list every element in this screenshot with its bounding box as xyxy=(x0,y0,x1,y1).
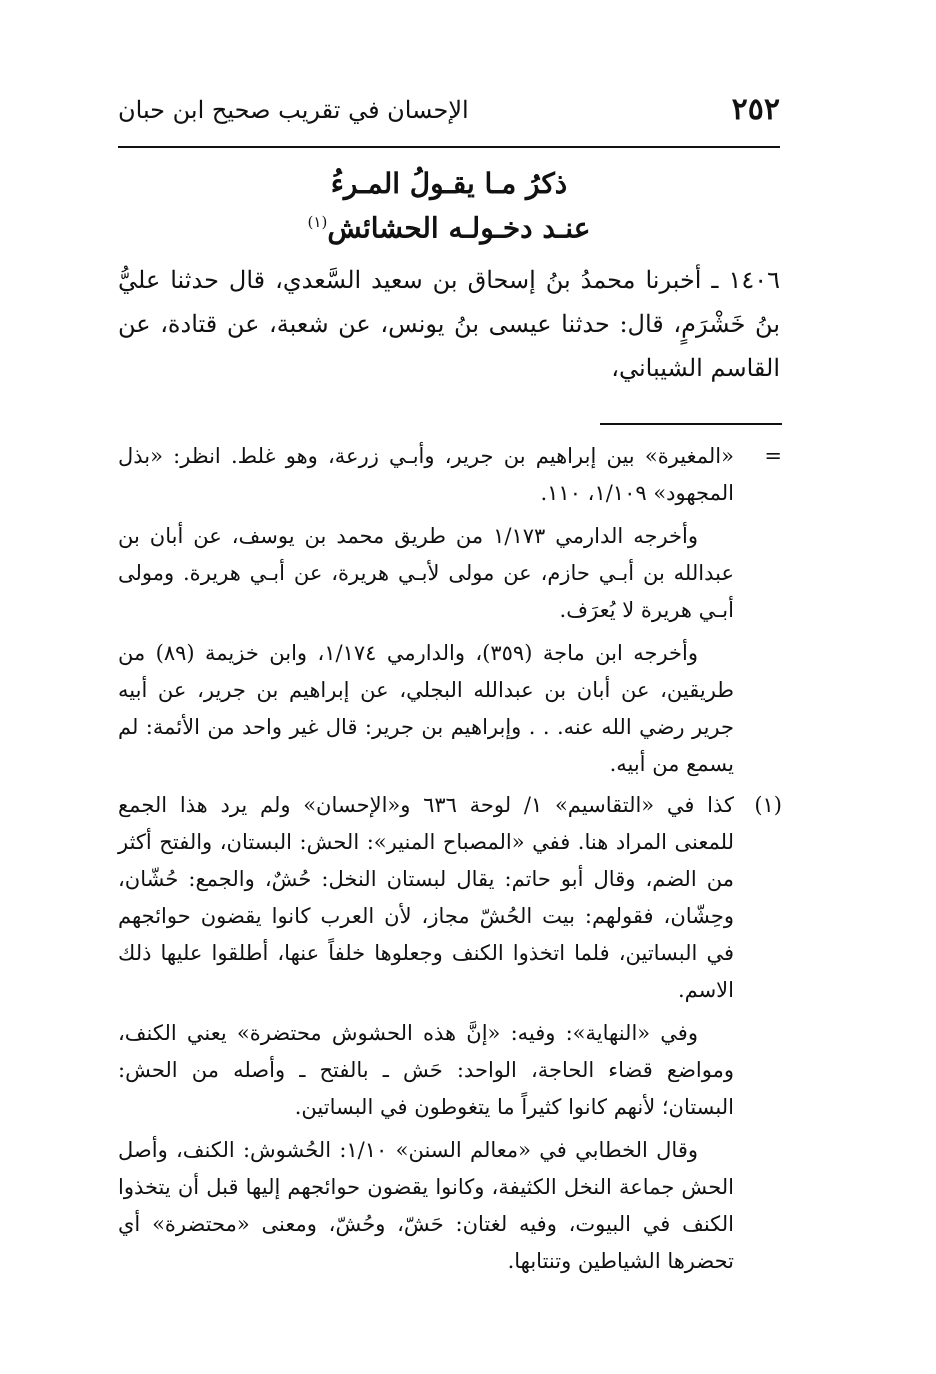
footnote-continued-marker: = xyxy=(764,444,782,468)
footnote-continued xyxy=(118,438,782,783)
section-title-line2-text: عنـد دخـولـه الحشائش xyxy=(327,211,591,245)
footnote-paragraph: كذا في «التقاسيم» ١/ لوحة ٦٣٦ و«الإحسان» ولم يرد هذا الجمع للمعنى المراد هنا. ففي «المصباح المنير»: الحش: البستان، والفتح أكثر من الضم، وقال أبو حاتم: يقال لبستان النخل: حُشٌ، والجمع: حُشّان، وحِشّان، فقولهم: بيت الحُشّ مجاز، لأن العرب كانوا يقضون حوائجهم في البساتين، فلما اتخذوا الكنف وجعلوها خلفاً عنها، أطلقوا عليها ذلك الاسم. xyxy=(118,793,734,1002)
footnote-paragraph: وأخرجه ابن ماجة (٣٥٩)، والدارمي ١/١٧٤، وابن خزيمة (٨٩) من طريقين، عن أبان بن عبدالله البجلي، عن إبراهيم بن جرير، عن أبيه جرير رضي الله عنه. . . وإبراهيم بن جرير: قال غير واحد من الأئمة: لم يسمع من أبيه. xyxy=(118,641,734,776)
footnote-paragraph: وأخرجه الدارمي ١/١٧٣ من طريق محمد بن يوسف، عن أبان بن عبدالله بن أبـي حازم، عن مولى لأبـي هريرة، عن أبـي هريرة. ومولى أبـي هريرة لا يُعرَف. xyxy=(118,524,734,622)
book-title: الإحسان في تقريب صحيح ابن حبان xyxy=(118,96,469,124)
footnotes-area xyxy=(118,438,782,1280)
footnote-paragraph: وفي «النهاية»: وفيه: «إنَّ هذه الحشوش محتضرة» يعني الكنف، ومواضع قضاء الحاجة، الواحد: حَش ـ بالفتح ـ وأصله من الحش: البستان؛ لأنهم كانوا كثيراً ما يتغوطون في البساتين. xyxy=(118,1021,734,1119)
title-footnote-ref: (١) xyxy=(307,213,328,231)
section-title-line2 xyxy=(118,204,780,246)
page-number: ٢٥٢ xyxy=(731,92,780,127)
running-header xyxy=(118,88,780,132)
footnote-1-marker: (١) xyxy=(754,793,782,817)
footnote-separator xyxy=(600,423,782,425)
footnote-1 xyxy=(118,787,782,1280)
header-rule xyxy=(118,146,780,148)
section-title-line1: ذكرُ مـا يقـولُ المـرءُ xyxy=(330,167,568,200)
hadith-text: ١٤٠٦ ـ أخبرنا محمدُ بنُ إسحاق بن سعيد السَّعدي، قال حدثنا عليُّ بنُ خَشْرَمٍ، قال: حدثنا عيسى بنُ يونس، عن شعبة، عن قتادة، عن القاسم الشيباني، xyxy=(118,266,780,382)
footnote-paragraph: وقال الخطابي في «معالم السنن» ١/١٠: الحُشوش: الكنف، وأصل الحش جماعة النخل الكثيفة، وكانوا يقضون حوائجهم إليها قبل أن يتخذوا الكنف في البيوت، وفيه لغتان: حَشّ، وحُشّ، ومعنى «محتضرة» أي تحضرها الشياطين وتنتابها. xyxy=(118,1138,734,1273)
footnote-paragraph: «المغيرة» بين إبراهيم بن جرير، وأبـي زرعة، وهو غلط. انظر: «بذل المجهود» ١/١٠٩، ١١٠. xyxy=(118,444,734,505)
